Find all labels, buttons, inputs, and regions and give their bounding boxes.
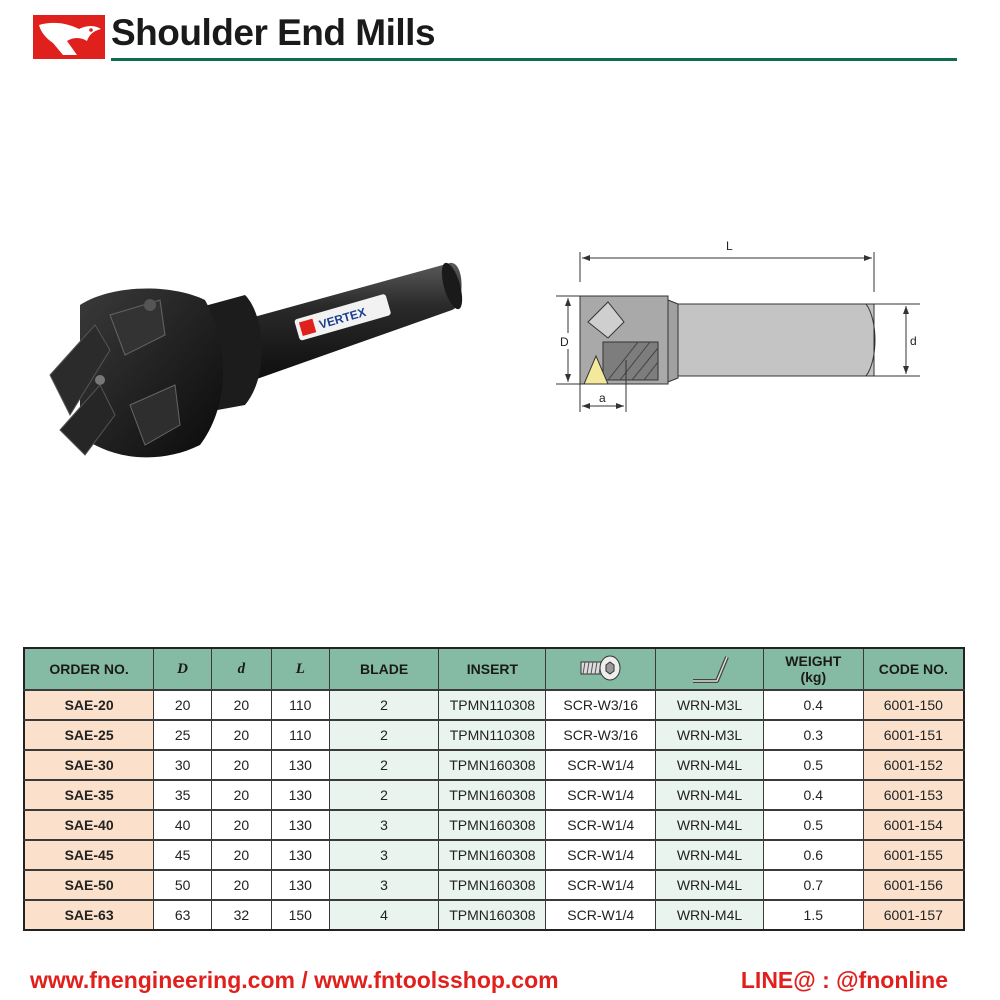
cell-insert: TPMN160308: [439, 900, 546, 930]
cell-insert: TPMN160308: [439, 810, 546, 840]
cell-blade: 4: [329, 900, 439, 930]
cell-insert: TPMN160308: [439, 840, 546, 870]
cell-wrench: WRN-M3L: [656, 720, 764, 750]
cell-screw: SCR-W1/4: [546, 810, 656, 840]
cell-order-no: SAE-45: [24, 840, 154, 870]
cell-order-no: SAE-50: [24, 870, 154, 900]
footer-websites: www.fnengineering.com / www.fntoolsshop.com: [30, 967, 559, 993]
cell-d: 20: [212, 750, 272, 780]
cell-D: 25: [154, 720, 212, 750]
cell-screw: SCR-W1/4: [546, 750, 656, 780]
page-title: Shoulder End Mills: [111, 12, 436, 53]
table-header-row: [24, 648, 964, 690]
cell-insert: TPMN160308: [439, 750, 546, 780]
cell-d: 20: [212, 840, 272, 870]
cell-insert: TPMN160308: [439, 780, 546, 810]
col-order-no: ORDER NO.: [24, 648, 154, 690]
cell-blade: 3: [329, 870, 439, 900]
cell-blade: 2: [329, 690, 439, 720]
table-row: [24, 690, 964, 720]
col-D: D: [154, 648, 212, 690]
cell-D: 35: [154, 780, 212, 810]
cell-blade: 2: [329, 780, 439, 810]
wrench-icon: [687, 651, 731, 685]
cell-screw: SCR-W1/4: [546, 840, 656, 870]
cell-D: 45: [154, 840, 212, 870]
cell-d: 20: [212, 780, 272, 810]
cell-code-no: 6001-152: [863, 750, 964, 780]
cell-d: 20: [212, 870, 272, 900]
cell-L: 130: [271, 840, 329, 870]
brand-logo: [33, 15, 105, 59]
cell-L: 110: [271, 690, 329, 720]
cell-L: 130: [271, 780, 329, 810]
cell-L: 130: [271, 750, 329, 780]
cell-weight: 0.7: [763, 870, 863, 900]
label-a: a: [599, 391, 606, 405]
cell-order-no: SAE-30: [24, 750, 154, 780]
cell-order-no: SAE-63: [24, 900, 154, 930]
col-blade: BLADE: [329, 648, 439, 690]
cell-weight: 0.3: [763, 720, 863, 750]
cell-weight: 0.4: [763, 780, 863, 810]
cell-wrench: WRN-M4L: [656, 900, 764, 930]
cell-wrench: WRN-M4L: [656, 870, 764, 900]
cell-order-no: SAE-20: [24, 690, 154, 720]
cell-screw: SCR-W1/4: [546, 870, 656, 900]
table-row: [24, 870, 964, 900]
cell-L: 150: [271, 900, 329, 930]
label-d: d: [910, 334, 917, 348]
table-row: [24, 720, 964, 750]
col-insert: INSERT: [439, 648, 546, 690]
table-row: [24, 780, 964, 810]
cell-wrench: WRN-M4L: [656, 840, 764, 870]
cell-wrench: WRN-M4L: [656, 810, 764, 840]
cell-code-no: 6001-157: [863, 900, 964, 930]
cell-order-no: SAE-25: [24, 720, 154, 750]
footer-line-id: LINE@ : @fnonline: [740, 967, 948, 993]
weight-label: WEIGHT: [785, 653, 842, 669]
cell-blade: 2: [329, 720, 439, 750]
cell-weight: 0.4: [763, 690, 863, 720]
label-D: D: [560, 335, 569, 349]
screw-icon: [579, 653, 623, 683]
cell-D: 50: [154, 870, 212, 900]
cell-screw: SCR-W1/4: [546, 900, 656, 930]
cell-weight: 0.6: [763, 840, 863, 870]
cell-code-no: 6001-150: [863, 690, 964, 720]
table-row: [24, 750, 964, 780]
cell-insert: TPMN110308: [439, 690, 546, 720]
cell-blade: 2: [329, 750, 439, 780]
table-row: [24, 840, 964, 870]
cell-weight: 1.5: [763, 900, 863, 930]
cell-code-no: 6001-155: [863, 840, 964, 870]
table-row: [24, 900, 964, 930]
spec-table: [23, 647, 965, 931]
product-image: [40, 255, 480, 470]
cell-code-no: 6001-154: [863, 810, 964, 840]
title-divider: [111, 58, 957, 61]
cell-blade: 3: [329, 810, 439, 840]
col-code-no: CODE NO.: [863, 648, 964, 690]
cell-D: 30: [154, 750, 212, 780]
cell-wrench: WRN-M3L: [656, 690, 764, 720]
cell-wrench: WRN-M4L: [656, 750, 764, 780]
col-screw: [546, 648, 656, 690]
cell-screw: SCR-W3/16: [546, 690, 656, 720]
cell-L: 130: [271, 870, 329, 900]
cell-L: 130: [271, 810, 329, 840]
cell-L: 110: [271, 720, 329, 750]
table-row: [24, 810, 964, 840]
cell-code-no: 6001-153: [863, 780, 964, 810]
cell-screw: SCR-W1/4: [546, 780, 656, 810]
cell-d: 20: [212, 720, 272, 750]
col-wrench: [656, 648, 764, 690]
cell-weight: 0.5: [763, 810, 863, 840]
label-L: L: [726, 239, 733, 253]
cell-order-no: SAE-35: [24, 780, 154, 810]
cell-code-no: 6001-151: [863, 720, 964, 750]
cell-screw: SCR-W3/16: [546, 720, 656, 750]
col-L: L: [271, 648, 329, 690]
cell-blade: 3: [329, 840, 439, 870]
col-weight: [763, 648, 863, 690]
cell-D: 63: [154, 900, 212, 930]
cell-d: 32: [212, 900, 272, 930]
cell-weight: 0.5: [763, 750, 863, 780]
col-d: d: [212, 648, 272, 690]
cell-insert: TPMN110308: [439, 720, 546, 750]
cell-d: 20: [212, 690, 272, 720]
cell-insert: TPMN160308: [439, 870, 546, 900]
cell-wrench: WRN-M4L: [656, 780, 764, 810]
cell-D: 40: [154, 810, 212, 840]
dimension-diagram: [548, 230, 938, 420]
cell-d: 20: [212, 810, 272, 840]
cell-code-no: 6001-156: [863, 870, 964, 900]
cell-D: 20: [154, 690, 212, 720]
weight-unit: (kg): [800, 669, 827, 685]
brand-label: VERTEX: [317, 305, 368, 332]
cell-order-no: SAE-40: [24, 810, 154, 840]
